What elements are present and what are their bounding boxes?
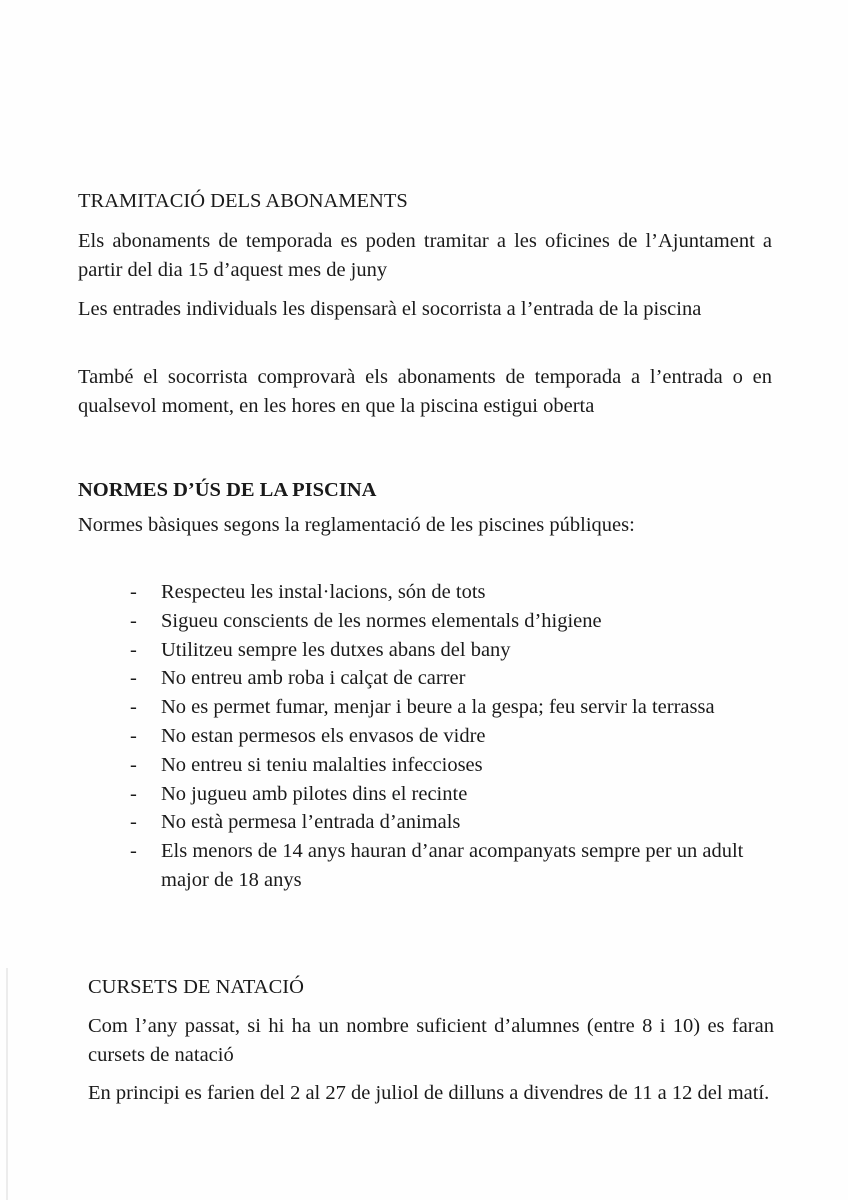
section-heading-cursets: CURSETS DE NATACIÓ [88, 976, 304, 998]
rule-text: No es permet fumar, menjar i beure a la gespa; feu servir la terrassa [161, 696, 715, 719]
section-abonaments [78, 189, 772, 213]
dash-bullet-icon: - [130, 696, 137, 719]
rule-item [130, 722, 770, 751]
dash-bullet-icon: - [130, 581, 137, 603]
dash-bullet-icon: - [130, 840, 137, 863]
rule-text: Sigueu conscients de les normes elementals d’higiene [161, 609, 602, 632]
paragraph-abonaments-2: Les entrades individuals les dispensarà el socorrista a l’entrada de la piscina [78, 298, 702, 320]
paragraph-abonaments-1: Els abonaments de temporada es poden tramitar a les oficines de l’Ajuntament a partir del dia 15 d’aquest mes de juny [78, 230, 772, 281]
rule-text: Respecteu les instal·lacions, són de tots [161, 581, 486, 603]
rule-text: No jugueu amb pilotes dins el recinte [161, 782, 468, 805]
normes-intro: Normes bàsiques segons la reglamentació de les piscines públiques: [78, 514, 635, 536]
section-cursets [88, 975, 774, 999]
dash-bullet-icon: - [130, 724, 137, 747]
rule-item [130, 780, 770, 809]
paragraph-abonaments-3: També el socorrista comprovarà els abonaments de temporada a l’entrada o en qualsevol moment, en les hores en que la piscina estigui oberta [78, 366, 772, 417]
dash-bullet-icon: - [130, 667, 137, 690]
dash-bullet-icon: - [130, 609, 137, 632]
rule-item [130, 607, 770, 636]
rule-text: No estan permesos els envasos de vidre [161, 724, 486, 747]
dash-bullet-icon: - [130, 753, 137, 776]
rule-text: No entreu si teniu malalties infeccioses [161, 753, 483, 776]
rule-text: Els menors de 14 anys hauran d’anar acompanyats sempre per un adult major de 18 anys [161, 840, 744, 891]
paragraph-cursets-2: En principi es farien del 2 al 27 de juliol de dilluns a divendres de 11 a 12 del matí. [88, 1082, 770, 1104]
rule-item [130, 751, 770, 780]
paragraph-abonaments-1-block [78, 227, 772, 285]
paragraph-cursets-2-block [88, 1079, 774, 1108]
scan-edge-shadow [6, 968, 8, 1200]
rule-item [130, 808, 770, 837]
dash-bullet-icon: - [130, 638, 137, 661]
dash-bullet-icon: - [130, 782, 137, 805]
paragraph-abonaments-2-block [78, 295, 772, 324]
section-heading-normes: NORMES D’ÚS DE LA PISCINA [78, 479, 377, 501]
section-normes [78, 478, 772, 502]
rule-text: No entreu amb roba i calçat de carrer [161, 667, 466, 690]
rule-text: Utilitzeu sempre les dutxes abans del bany [161, 638, 511, 661]
dash-bullet-icon: - [130, 811, 137, 834]
rule-text: No està permesa l’entrada d’animals [161, 811, 461, 834]
rule-item [130, 837, 770, 895]
paragraph-cursets-1-block [88, 1012, 774, 1070]
rule-item [130, 578, 770, 607]
paragraph-cursets-1: Com l’any passat, si hi ha un nombre suficient d’alumnes (entre 8 i 10) es faran cursets de natació [88, 1015, 774, 1066]
rule-item [130, 664, 770, 693]
normes-intro-block [78, 511, 772, 540]
section-heading-abonaments: TRAMITACIÓ DELS ABONAMENTS [78, 190, 408, 212]
rules-list [130, 578, 770, 895]
rule-item [130, 636, 770, 665]
rule-item [130, 693, 770, 722]
paragraph-abonaments-3-block [78, 363, 772, 421]
